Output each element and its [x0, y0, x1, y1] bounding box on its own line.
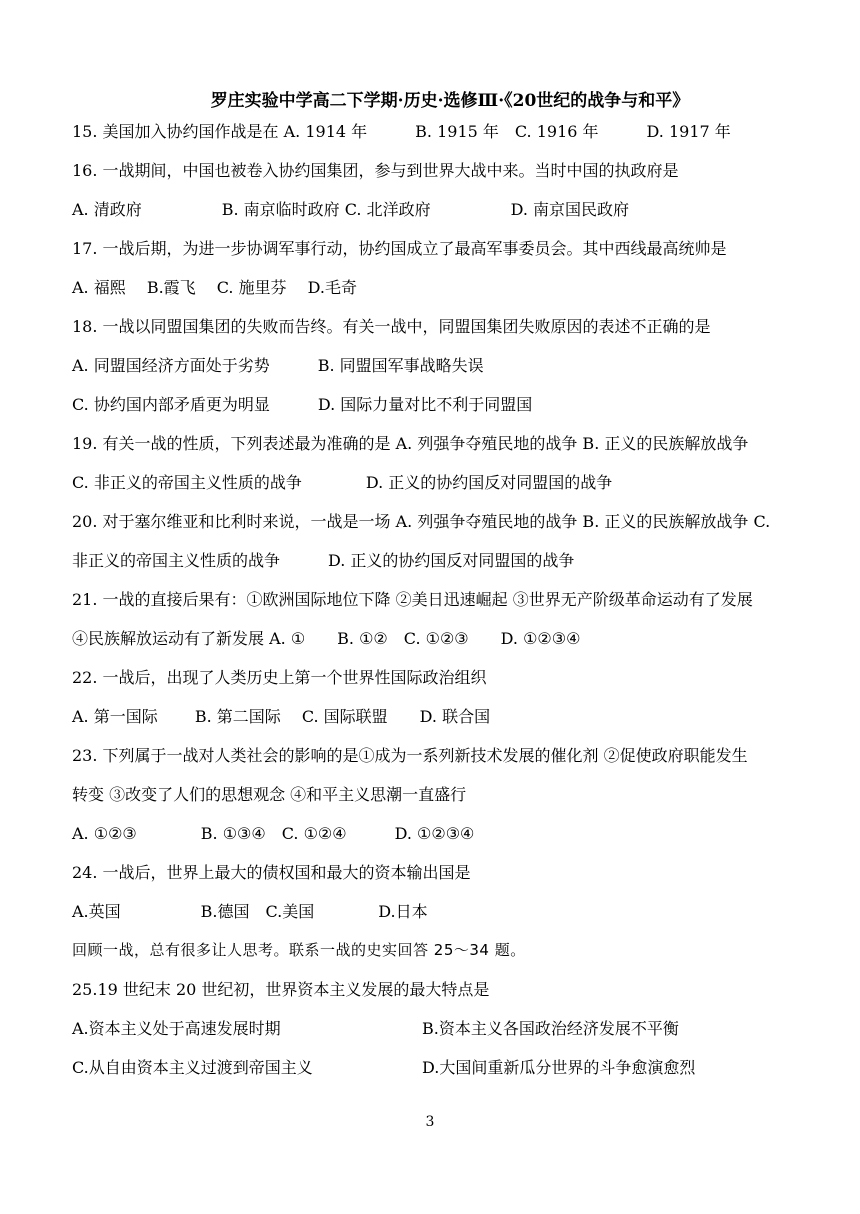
page-title: 罗庄实验中学高二下学期·历史·选修Ⅲ·《20世纪的战争与和平》: [210, 91, 690, 111]
question-19-stem: 19. 有关一战的性质，下列表述最为准确的是 A. 列强争夺殖民地的战争 B. 正义的民族解放战争: [72, 434, 749, 453]
section-intro: 回顾一战，总有很多让人思考。联系一战的史实回答 25～34 题。: [72, 941, 526, 959]
question-16-options: A. 清政府 B. 南京临时政府 C. 北洋政府 D. 南京国民政府: [72, 200, 630, 219]
option-d: D.大国间重新瓜分世界的斗争愈演愈烈: [422, 1058, 696, 1077]
question-18-options-cd: C. 协约国内部矛盾更为明显 D. 国际力量对比不利于同盟国: [72, 395, 533, 414]
question-18-options-ab: A. 同盟国经济方面处于劣势 B. 同盟国军事战略失误: [72, 356, 484, 375]
question-17-options: A. 福熙 B.霞飞 C. 施里芬 D.毛奇: [72, 278, 358, 297]
question-23-options: A. ①②③ B. ①③④ C. ①②④ D. ①②③④: [72, 824, 475, 843]
question-25-stem: 25.19 世纪末 20 世纪初，世界资本主义发展的最大特点是: [72, 980, 490, 999]
question-21-options: ④民族解放运动有了新发展 A. ① B. ①② C. ①②③ D. ①②③④: [72, 629, 581, 648]
question-19-options: C. 非正义的帝国主义性质的战争 D. 正义的协约国反对同盟国的战争: [72, 473, 613, 492]
option-b: B.资本主义各国政治经济发展不平衡: [422, 1019, 679, 1038]
question-17-stem: 17. 一战后期，为进一步协调军事行动，协约国成立了最高军事委员会。其中西线最高统帅是: [72, 239, 727, 258]
question-23-stem-cont: 转变 ③改变了人们的思想观念 ④和平主义思潮一直盛行: [72, 785, 467, 804]
question-25-options-cd: [72, 1056, 832, 1095]
question-24-stem: 24. 一战后，世界上最大的债权国和最大的资本输出国是: [72, 863, 471, 882]
question-15: 15. 美国加入协约国作战是在 A. 1914 年 B. 1915 年 C. 1916 年 D. 1917 年: [72, 122, 731, 141]
option-a: A.资本主义处于高速发展时期: [72, 1019, 281, 1038]
option-c: C.从自由资本主义过渡到帝国主义: [72, 1058, 313, 1077]
question-22-options: A. 第一国际 B. 第二国际 C. 国际联盟 D. 联合国: [72, 707, 491, 726]
question-16-stem: 16. 一战期间，中国也被卷入协约国集团，参与到世界大战中来。当时中国的执政府是: [72, 161, 679, 180]
question-25-options-ab: [72, 1017, 832, 1056]
question-23-stem: 23. 下列属于一战对人类社会的影响的是①成为一系列新技术发展的催化剂 ②促使政府职能发生: [72, 746, 748, 765]
question-list: [72, 120, 832, 1095]
question-20-stem: 20. 对于塞尔维亚和比利时来说，一战是一场 A. 列强争夺殖民地的战争 B. 正义的民族解放战争 C.: [72, 512, 771, 531]
question-18-stem: 18. 一战以同盟国集团的失败而告终。有关一战中，同盟国集团失败原因的表述不正确的是: [72, 317, 711, 336]
question-24-options: A.英国 B.德国 C.美国 D.日本: [72, 902, 428, 921]
question-21-stem: 21. 一战的直接后果有：①欧洲国际地位下降 ②美日迅速崛起 ③世界无产阶级革命运动有了发展: [72, 590, 753, 609]
page-number: 3: [425, 1114, 435, 1130]
question-20-options: 非正义的帝国主义性质的战争 D. 正义的协约国反对同盟国的战争: [72, 551, 575, 570]
question-22-stem: 22. 一战后，出现了人类历史上第一个世界性国际政治组织: [72, 668, 487, 687]
